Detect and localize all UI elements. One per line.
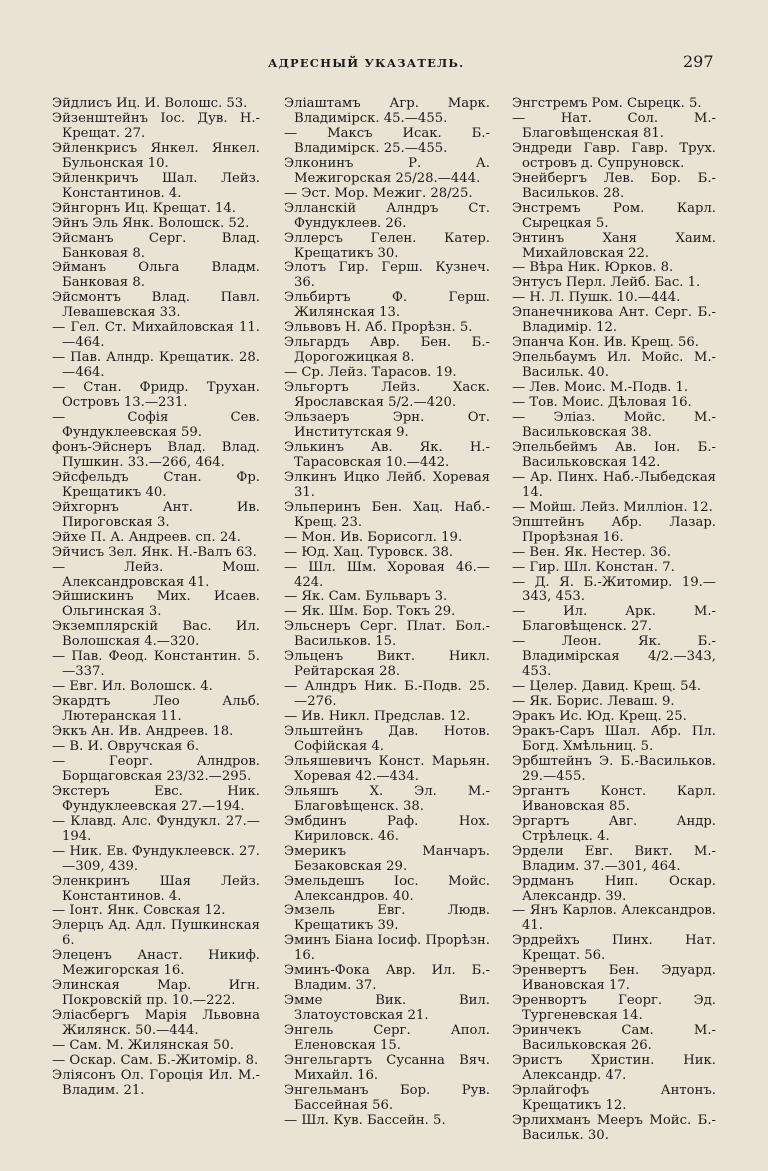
directory-entry: — Георг. Алндров. Борщаговская 23/32.—295. [52,753,260,784]
page-header [0,52,768,74]
directory-entry: — Алндръ Ник. Б.-Подв. 25.—276. [284,679,490,710]
directory-entry: Эрлайгофъ Антонъ. Крещатикъ 12. [512,1082,716,1113]
directory-entry: — Лев. Моис. М.-Подв. 1. [512,380,689,396]
directory-entry: Эйсмонтъ Влад. Павл. Левашевская 33. [52,290,260,321]
directory-entry: Эйсманъ Серг. Влад. Банковая 8. [52,230,260,261]
directory-entry: Эргартъ Авг. Андр. Стрѣлецк. 4. [512,813,716,844]
running-title: АДРЕСНЫЙ УКАЗАТЕЛЬ. [268,56,465,70]
directory-entry: Эльценъ Викт. Никл. Рейтарская 28. [284,649,490,680]
directory-entry: Эккъ Ан. Ив. Андреев. 18. [52,724,234,740]
directory-entry: — Тов. Моис. Дѣловая 16. [512,395,692,411]
directory-entry: — Н. Л. Пушк. 10.—444. [512,290,681,306]
directory-entry: Эракъ Ис. Юд. Крещ. 25. [512,709,687,725]
directory-entry: — Вѣра Ник. Юрков. 8. [512,260,674,276]
directory-entry: Эліасбергъ Марія Львовна Жилянск. 50.—444. [52,1008,260,1039]
directory-entry: Эльгардъ Авр. Бен. Б.-Дорогожицкая 8. [284,335,490,366]
directory-entry: Эпанча Кон. Ив. Крещ. 56. [512,335,700,351]
directory-entry: Эйнгорнъ Иц. Крещат. 14. [52,200,236,216]
directory-entry: — Мойш. Лейз. Милліон. 12. [512,499,713,515]
directory-entry: Экардтъ Лео Альб. Лютеранская 11. [52,694,260,725]
directory-entry: Эмбдинъ Раф. Нох. Кириловск. 46. [284,813,490,844]
directory-entry: Эрлихманъ Мееръ Мойс. Б.-Васильк. 30. [512,1112,716,1143]
directory-entry: — Вен. Як. Нестер. 36. [512,544,671,560]
directory-entry: Элланскій Алндръ Ст. Фундуклеев. 26. [284,200,490,231]
directory-entry: Эргантъ Конст. Карл. Ивановская 85. [512,783,716,814]
directory-entry: Энгельгартъ Сусанна Вяч. Михайл. 16. [284,1053,490,1083]
directory-entry: Эйдлисъ Иц. И. Волошс. 53. [52,96,248,111]
directory-entry: Энтинъ Ханя Хаим. Михайловская 22. [512,230,716,261]
directory-entry: Эндреди Гавр. Гавр. Трух. островъ д. Супруновск. [512,140,716,171]
directory-entry: — Пав. Феод. Константин. 5.—337. [52,649,260,680]
directory-entry: — Максъ Исак. Б.-Владимірск. 25.—455. [284,125,490,156]
directory-entry: — Д. Я. Б.-Житомир. 19.—343, 453. [512,574,716,605]
directory-entry: Эйленкрисъ Янкел. Янкел. Бульонская 10. [52,140,260,171]
directory-entry: — Як. Борис. Леваш. 9. [512,694,675,710]
directory-entry: — Нат. Сол. М.-Благовѣщенская 81. [512,110,716,141]
directory-entry: — В. И. Овручская 6. [52,738,200,754]
directory-entry: — Евг. Ил. Волошск. 4. [52,679,213,695]
directory-entry: Экземплярскій Вас. Ил. Волошская 4.—320. [52,619,260,650]
directory-entry: Эльбиртъ Ф. Герш. Жилянская 13. [284,290,490,321]
directory-entry: Энгель Серг. Апол. Еленовская 15. [284,1023,490,1054]
directory-entry: Эйшискинъ Мих. Исаев. Ольгинская 3. [52,589,260,620]
directory-entry: — Гир. Шл. Констан. 7. [512,559,675,575]
directory-entry: Эйзенштейнъ Іос. Дув. Н.-Крещат. 27. [52,110,260,141]
directory-entry: Эльснеръ Серг. Плат. Бол.-Васильков. 15. [284,619,490,650]
column-middle [284,97,490,1129]
directory-entry: Эльгортъ Лейз. Хаск. Ярославская 5/2.—420. [284,380,490,411]
directory-entry: Эмме Вик. Вил. Златоустовская 21. [284,993,490,1024]
directory-entry: Эллерсъ Гелен. Катер. Крещатикъ 30. [284,230,490,261]
directory-entry: — Клавд. Алс. Фундукл. 27.—194. [52,813,260,844]
directory-entry: Эренвортъ Георг. Эд. Тургеневская 14. [512,993,716,1024]
directory-entry: Эмзель Евг. Людв. Крещатикъ 39. [284,903,490,934]
directory-entry: — Ил. Арк. М.-Благовѣщенск. 27. [512,604,716,635]
directory-entry: — Оскар. Сам. Б.-Житомір. 8. [52,1053,259,1068]
directory-entry: — Ник. Ев. Фундуклеевск. 27.—309, 439. [52,843,260,874]
directory-entry: Эліаштамъ Агр. Марк. Владимірск. 45.—455. [284,96,490,126]
directory-entry: Эйманъ Ольга Владм. Банковая 8. [52,260,260,291]
directory-entry: Экстеръ Евс. Ник. Фундуклеевская 27.—194. [52,783,260,814]
directory-entry: Эйхгорнъ Ант. Ив. Пироговская 3. [52,499,260,530]
directory-entry: Эракъ-Саръ Шал. Абр. Пл. Богд. Хмѣльниц. 5. [512,724,716,754]
directory-entry: — Лейз. Мош. Александровская 41. [52,559,260,590]
directory-entry: Эліясонъ Ол. Гороція Ил. М.-Владим. 21. [52,1067,260,1098]
directory-entry: Эмельдешъ Іос. Мойс. Александров. 40. [284,873,490,904]
directory-entry: Эйсфельдъ Стан. Фр. Крещатикъ 40. [52,469,260,500]
directory-entry: Эпанечникова Ант. Серг. Б.-Владимір. 12. [512,305,716,336]
directory-entry: — Пав. Алндр. Крещатик. 28.—464. [52,350,260,381]
directory-entry: Энстремъ Ром. Карл. Сырецкая 5. [512,200,716,231]
directory-entry: — Шл. Шм. Хоровая 46.—424. [284,559,490,590]
directory-entry: — Як. Шм. Бор. Токъ 29. [284,604,456,620]
directory-entry: — Мон. Ив. Борисогл. 19. [284,529,463,545]
directory-entry: Эйнъ Эль Янк. Волошск. 52. [52,215,250,231]
directory-entry: Элинская Мар. Игн. Покровскій пр. 10.—222. [52,978,260,1009]
directory-entry: Эленкринъ Шая Лейз. Константинов. 4. [52,873,260,904]
directory-entry: Эминъ-Фока Авр. Ил. Б.-Владим. 37. [284,963,490,994]
directory-entry: Эринчекъ Сам. М.-Васильковская 26. [512,1023,716,1054]
column-right [512,97,716,1144]
directory-entry: Эльяшевичъ Конст. Марьян. Хоревая 42.—434. [284,753,490,784]
directory-entry: Эрдели Евг. Викт. М.-Владим. 37.—301, 464. [512,843,716,874]
directory-entry: фонъ-Эйснеръ Влад. Влад. Пушкин. 33.—266, 464. [52,439,260,470]
directory-entry: Эйленкричъ Шал. Лейз. Константинов. 4. [52,170,260,201]
directory-entry: — Янъ Карлов. Александров. 41. [512,903,716,934]
directory-entry: Элконинъ Р. А. Межигорская 25/28.—444. [284,155,490,186]
directory-entry: Элкинъ Ицко Лейб. Хоревая 31. [284,469,490,500]
page-number: 297 [683,52,714,71]
directory-entry: Эминъ Біана Іосиф. Прорѣзн. 16. [284,933,490,964]
directory-entry: Эпельбеймъ Ав. Іон. Б.-Васильковская 142. [512,439,716,470]
column-left [52,97,260,1099]
directory-entry: — Целер. Давид. Крещ. 54. [512,679,702,695]
directory-entry: Элотъ Гир. Герш. Кузнеч. 36. [284,260,490,291]
directory-entry: Элерцъ Ад. Адл. Пушкинская 6. [52,918,260,949]
directory-entry: Эльштейнъ Дав. Нотов. Софійская 4. [284,724,490,754]
directory-entry: — Сам. М. Жилянская 50. [52,1038,234,1054]
directory-entry: Энгельманъ Бор. Рув. Бассейная 56. [284,1082,490,1113]
directory-entry: — Гел. Ст. Михайловская 11.—464. [52,320,260,351]
directory-entry: Эйчисъ Зел. Янк. Н.-Валъ 63. [52,544,257,560]
directory-entry: Эренвертъ Бен. Эдуард. Ивановская 17. [512,963,716,994]
directory-entry: Эрбштейнъ Э. Б.-Васильков. 29.—455. [512,753,716,784]
directory-entry: Эпштейнъ Абр. Лазар. Прорѣзная 16. [512,514,716,545]
directory-entry: Эльзаеръ Эрн. От. Институтская 9. [284,410,490,440]
directory-entry: Эльперинъ Бен. Хац. Наб.-Крещ. 23. [284,499,490,530]
directory-entry: Эпельбаумъ Ил. Мойс. М.-Васильк. 40. [512,350,716,381]
directory-entry: — Шл. Кув. Бассейн. 5. [284,1112,446,1128]
directory-entry: — Стан. Фридр. Трухан. Островъ 13.—231. [52,380,260,411]
directory-entry: Эльяшъ Х. Эл. М.-Благовѣщенск. 38. [284,783,490,814]
directory-entry: Эмерикъ Манчаръ. Безаковская 29. [284,843,490,874]
directory-entry: Элькинъ Ав. Як. Н.-Тарасовская 10.—442. [284,439,490,470]
directory-entry: — Эст. Мор. Межиг. 28/25. [284,185,473,201]
directory-entry: — Ар. Пинх. Наб.-Лыбедская 14. [512,469,716,500]
directory-entry: Эрдманъ Нип. Оскар. Александр. 39. [512,873,716,904]
directory-entry: — Эліаз. Мойс. М.-Васильковская 38. [512,410,716,440]
directory-entry: — Леон. Як. Б.-Владимірская 4/2.—343, 453. [512,634,716,680]
directory-entry: Эрдрейхъ Пинх. Нат. Крещат. 56. [512,933,716,964]
directory-entry: Энтусъ Перл. Лейб. Бас. 1. [512,275,701,291]
directory-entry: — Ив. Никл. Предслав. 12. [284,709,471,725]
directory-entry: — Юд. Хац. Туровск. 38. [284,544,454,560]
directory-entry: Эйхе П. А. Андреев. сп. 24. [52,529,241,545]
directory-entry: — Іонт. Янк. Совская 12. [52,903,226,919]
directory-entry: Эльвовъ Н. Аб. Прорѣзн. 5. [284,320,473,336]
directory-entry: — Як. Сам. Бульваръ 3. [284,589,448,605]
directory-entry: Эристъ Христин. Ник. Александр. 47. [512,1053,716,1083]
directory-entry: — Софія Сев. Фундуклеевская 59. [52,410,260,440]
directory-entry: Энейбергъ Лев. Бор. Б.-Васильков. 28. [512,170,716,201]
directory-entry: Элеценъ Анаст. Никиф. Межигорская 16. [52,948,260,979]
directory-entry: — Ср. Лейз. Тарасов. 19. [284,365,457,381]
directory-entry: Энгстремъ Ром. Сырецк. 5. [512,96,702,111]
